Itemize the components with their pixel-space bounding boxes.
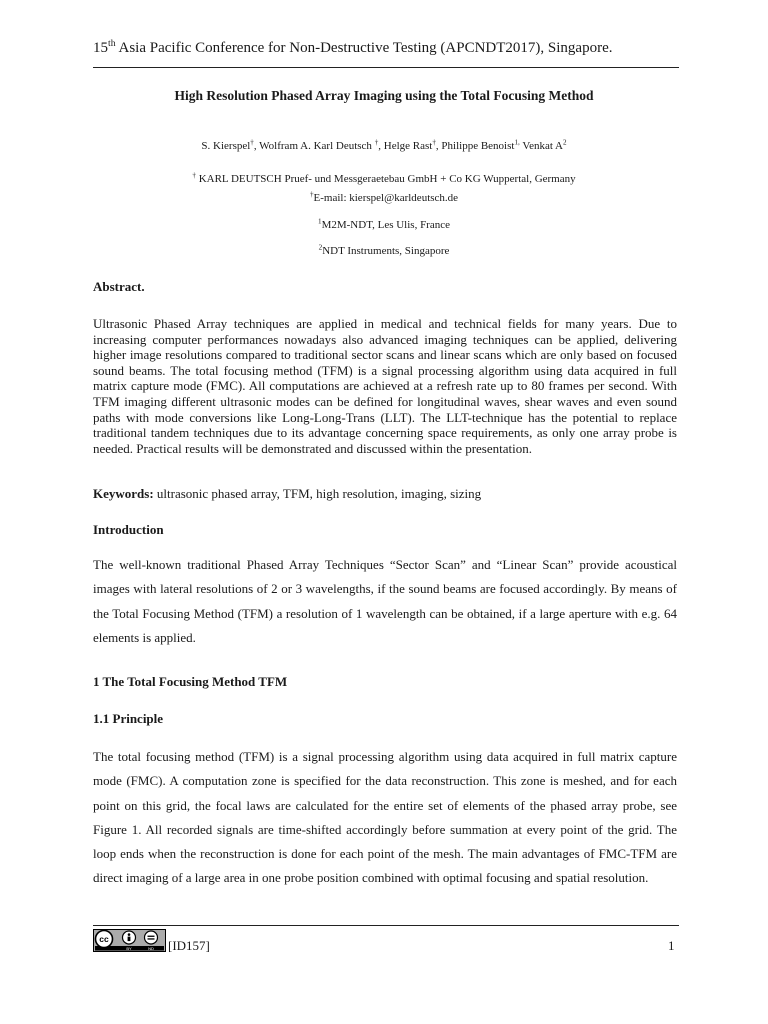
- author-1-mark: †: [250, 138, 254, 147]
- page-number: 1: [668, 938, 675, 953]
- affiliation-deutsch: [0, 173, 768, 185]
- footer-divider: [93, 925, 679, 926]
- keywords-label: Keywords:: [93, 486, 154, 501]
- author-3: , Helge Rast: [378, 140, 433, 152]
- author-5-mark: 2: [563, 138, 567, 147]
- keywords: [93, 486, 677, 502]
- author-2-mark: †: [374, 138, 379, 147]
- abstract-heading: Abstract.: [93, 279, 145, 294]
- cc-text: cc: [99, 934, 109, 944]
- affiliation-deutsch-text: KARL DEUTSCH Pruef- und Messgeraetebau GmbH + Co KG Wuppertal, Germany: [195, 173, 576, 185]
- abstract-text: Ultrasonic Phased Array techniques are applied in medical and technical fields for many years. Due to increasing computer performances nowadays also advanced imaging techniques can be applied, delivering higher image resolutions compared to traditional sector scans and linear scans which are only based on focused sound beams. The total focusing method (TFM) is a signal processing algorithm using data acquired in full matrix capture mode (FMC). All computations are achieved at a refresh rate up to 80 frames per second. With TFM imaging different ultrasonic modes can be defined for longitudinal waves, shear waves and even sound paths with mode conversions like Long-Long-Trans (LLT). The LLT-technique has the potential to replace traditional tandem techniques due to its advantage concerning space requirements, as only one array probe is needed. Practical results will be demonstrated and discussed within the presentation.: [93, 316, 677, 456]
- contact-email-mark: †: [309, 190, 314, 199]
- introduction-heading: Introduction: [93, 522, 164, 537]
- cc-license-icon: [93, 929, 166, 952]
- affiliation-ndt-mark: 2: [318, 243, 323, 252]
- cc-nd-text: ND: [148, 946, 154, 951]
- affiliation-m2m-text: M2M-NDT, Les Ulis, France: [321, 219, 450, 231]
- header-text: Asia Pacific Conference for Non-Destructive Testing (APCNDT2017), Singapore.: [115, 40, 613, 56]
- introduction-text: The well-known traditional Phased Array Techniques “Sector Scan” and “Linear Scan” provide acoustical images with lateral resolutions of 2 or 3 wavelengths, if the sound beams are focused accordingly. By means of the Total Focusing Method (TFM) a resolution of 1 wavelength can be obtained, if a large aperture with e.g. 64 elements is applied.: [93, 557, 677, 645]
- author-list: [0, 140, 768, 152]
- affiliation-ndt-instruments: [0, 245, 768, 257]
- cc-by-text: BY: [126, 946, 132, 951]
- affiliation-ndt-text: NDT Instruments, Singapore: [322, 245, 450, 257]
- affiliation-m2m: [0, 219, 768, 231]
- author-2: , Wolfram A. Karl Deutsch: [253, 140, 375, 152]
- header-ordinal: th: [108, 38, 116, 49]
- author-5: Venkat A: [519, 140, 563, 152]
- section-1-heading: 1 The Total Focusing Method TFM: [93, 674, 288, 689]
- affiliation-deutsch-mark: †: [192, 171, 196, 180]
- principle-text: The total focusing method (TFM) is a signal processing algorithm using data acquired in full matrix capture mode (FMC). A computation zone is specified for the data reconstruction. This zone is meshed, and for each point on this grid, the focal laws are calculated for the entire set of elements of the phased array probe, see Figure 1. All recorded signals are time-shifted accordingly before summation at every point of the grid. The loop ends when the reconstruction is done for each point of the mesh. The main advantages of FMC-TFM are direct imaging of a large area in one probe position combined with optimal focusing and spatial resolution.: [93, 749, 677, 886]
- author-1: S. Kierspel: [201, 140, 251, 152]
- keywords-text: ultrasonic phased array, TFM, high resolution, imaging, sizing: [153, 486, 482, 501]
- header-divider: [93, 67, 679, 68]
- section-1-1-heading: 1.1 Principle: [93, 711, 164, 726]
- author-3-mark: †: [432, 138, 436, 147]
- header-number: 15: [93, 40, 108, 56]
- paper-id: [ID157]: [168, 938, 210, 953]
- paper-title: High Resolution Phased Array Imaging using the Total Focusing Method: [174, 88, 594, 103]
- contact-email-text: E-mail: kierspel@karldeutsch.de: [313, 192, 459, 204]
- author-4: , Philippe Benoist: [435, 140, 515, 152]
- contact-email: [0, 192, 768, 204]
- affiliation-m2m-mark: 1: [318, 217, 322, 226]
- author-4-mark: 1,: [514, 138, 520, 147]
- conference-header: [93, 40, 612, 57]
